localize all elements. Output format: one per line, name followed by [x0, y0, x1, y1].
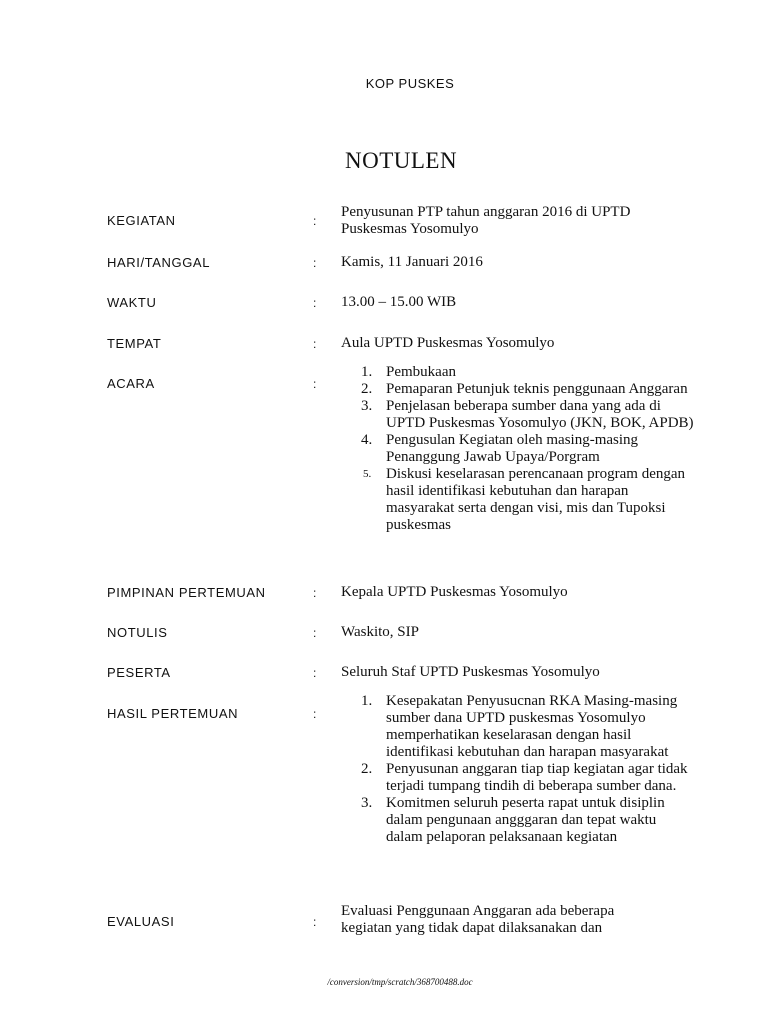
- label-peserta: PESERTA: [107, 665, 171, 680]
- value-kegiatan: [341, 204, 701, 238]
- value-notulis: Waskito, SIP: [341, 624, 419, 640]
- colon-evaluasi: :: [313, 915, 317, 929]
- label-tempat: TEMPAT: [107, 336, 162, 351]
- label-evaluasi: EVALUASI: [107, 914, 175, 929]
- value-tempat: Aula UPTD Puskesmas Yosomulyo: [341, 335, 555, 351]
- value-hari-tanggal: Kamis, 11 Januari 2016: [341, 254, 483, 270]
- colon-hari-tanggal: :: [313, 256, 317, 270]
- value-kegiatan-line1: Penyusunan PTP tahun anggaran 2016 di UPTD: [341, 204, 631, 220]
- list-item-text: Pembukaan: [386, 364, 456, 380]
- value-evaluasi-line2: kegiatan yang tidak dapat dilaksanakan dan: [341, 920, 603, 936]
- colon-peserta: :: [313, 666, 317, 680]
- label-kegiatan: KEGIATAN: [107, 213, 176, 228]
- value-peserta: Seluruh Staf UPTD Puskesmas Yosomulyo: [341, 664, 600, 680]
- colon-kegiatan: :: [313, 214, 317, 228]
- colon-waktu: :: [313, 296, 317, 310]
- colon-notulis: :: [313, 626, 317, 640]
- colon-acara: :: [313, 377, 317, 391]
- list-item-number: 2.: [361, 761, 373, 777]
- acara-list: [341, 364, 696, 534]
- list-item: [341, 795, 696, 846]
- list-item-text: Komitmen seluruh peserta rapat untuk disiplin dalam pengunaan angggaran dan tepat waktu dalam pelaporan pelaksanaan kegiatan: [386, 795, 665, 845]
- list-item-number: 1.: [361, 364, 373, 380]
- colon-hasil-pertemuan: :: [313, 707, 317, 721]
- colon-tempat: :: [313, 337, 317, 351]
- list-item: [341, 398, 696, 432]
- list-item: [341, 693, 696, 761]
- file-path-footer: /conversion/tmp/scratch/368700488.doc: [327, 977, 473, 987]
- label-hari-tanggal: HARI/TANGGAL: [107, 255, 211, 270]
- list-item-number: 4.: [361, 432, 373, 448]
- value-evaluasi: [341, 903, 701, 937]
- list-item-text: Penyusunan anggaran tiap tiap kegiatan agar tidak terjadi tumpang tindih di beberapa sumber dana.: [386, 761, 688, 794]
- list-item-number: 1.: [361, 693, 373, 709]
- label-hasil-pertemuan: HASIL PERTEMUAN: [107, 706, 239, 721]
- list-item-number: 2.: [361, 381, 373, 397]
- colon-pimpinan: :: [313, 586, 317, 600]
- list-item: [341, 381, 696, 398]
- list-item: [341, 364, 696, 381]
- hasil-list: [341, 693, 696, 846]
- list-item-text: Diskusi keselarasan perencanaan program dengan hasil identifikasi kebutuhan dan harapan masyarakat serta dengan visi, mis dan Tupoksi puskesmas: [386, 466, 686, 533]
- list-item-text: Penjelasan beberapa sumber dana yang ada di UPTD Puskesmas Yosomulyo (JKN, BOK, APDB): [386, 398, 694, 431]
- value-evaluasi-line1: Evaluasi Penggunaan Anggaran ada beberapa: [341, 903, 615, 919]
- list-item-number: 5.: [363, 468, 372, 480]
- list-item-number: 3.: [361, 398, 373, 414]
- list-item: [341, 761, 696, 795]
- letterhead-header: KOP PUSKES: [365, 76, 455, 91]
- list-item-text: Pemaparan Petunjuk teknis penggunaan Anggaran: [386, 381, 688, 397]
- document-title: NOTULEN: [345, 148, 458, 173]
- label-waktu: WAKTU: [107, 295, 157, 310]
- label-notulis: NOTULIS: [107, 625, 168, 640]
- list-item: [341, 432, 696, 466]
- label-pimpinan: PIMPINAN PERTEMUAN: [107, 585, 266, 600]
- list-item-number: 3.: [361, 795, 373, 811]
- label-acara: ACARA: [107, 376, 155, 391]
- list-item-text: Pengusulan Kegiatan oleh masing-masing Penanggung Jawab Upaya/Porgram: [386, 432, 639, 465]
- value-waktu: 13.00 – 15.00 WIB: [341, 294, 457, 310]
- value-pimpinan: Kepala UPTD Puskesmas Yosomulyo: [341, 584, 568, 600]
- list-item: [341, 466, 696, 534]
- value-kegiatan-line2: Puskesmas Yosomulyo: [341, 221, 479, 237]
- list-item-text: Kesepakatan Penyusuсnan RKA Masing-masing sumber dana UPTD puskesmas Yosomulyo memperhatikan keselarasan dengan hasil identifikasi kebutuhan dan harapan masyarakat: [386, 693, 678, 760]
